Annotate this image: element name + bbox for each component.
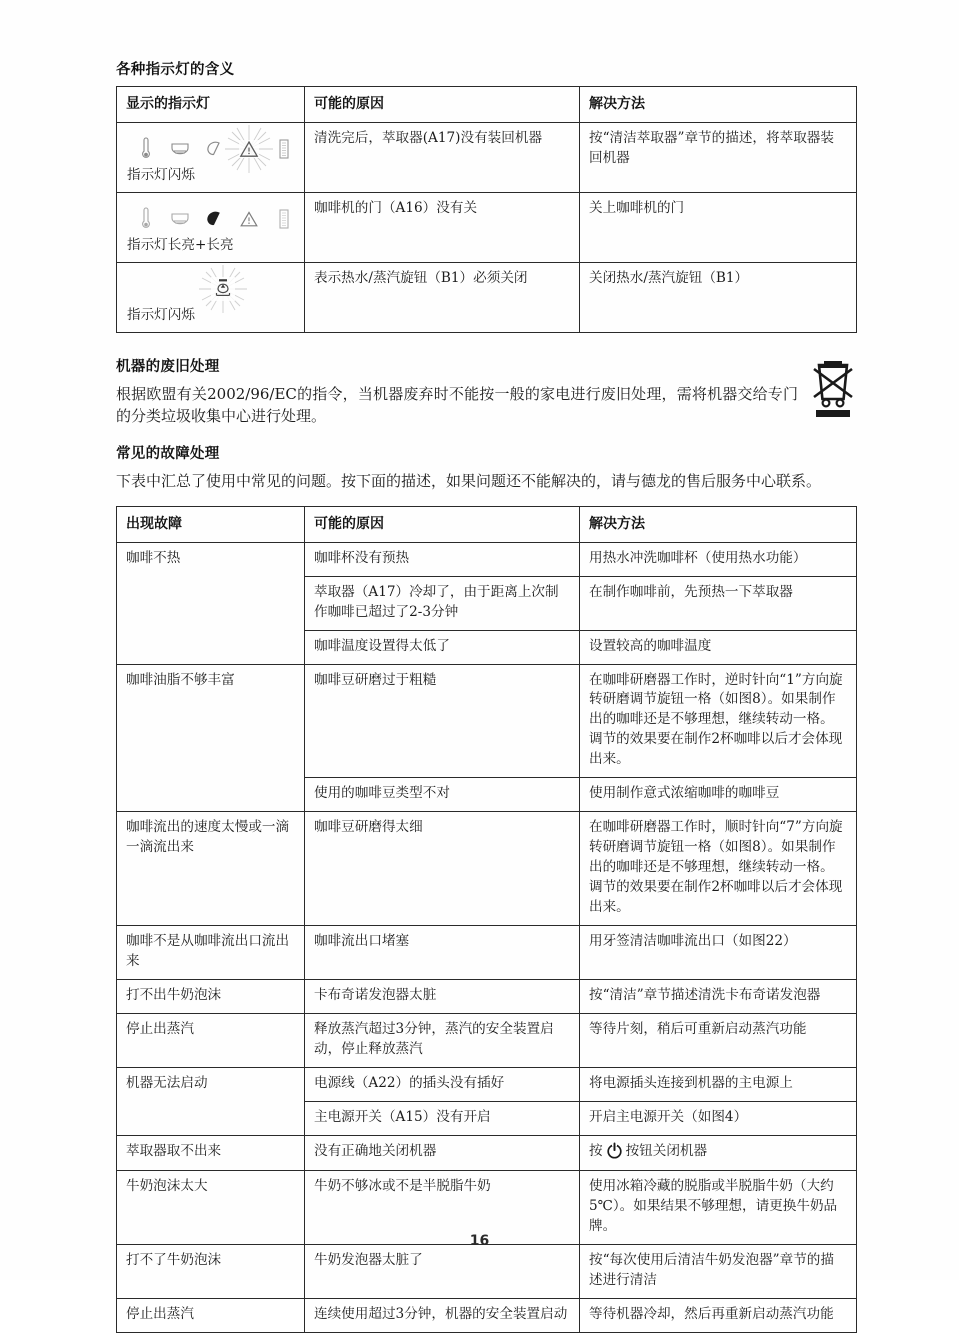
solution-cell: 关闭热水/蒸汽旋钮（B1）	[580, 262, 857, 332]
cause-cell: 连续使用超过3分钟，机器的安全装置启动	[305, 1298, 580, 1332]
disposal-body-text: 根据欧盟有关2002/96/EC的指令，当机器废弃时不能按一般的家电进行废旧处理，需将机器交给专门的分类垃圾收集中心进行处理。	[116, 384, 798, 426]
table-row	[117, 192, 857, 262]
problem-cell: 打不出牛奶泡沫	[117, 980, 305, 1014]
cause-cell: 咖啡流出口堵塞	[305, 926, 580, 980]
cause-cell: 表示热水/蒸汽旋钮（B1）必须关闭	[305, 262, 580, 332]
problem-cell: 咖啡不热	[117, 542, 305, 664]
solution-cell: 按“每次使用后清洁牛奶发泡器”章节的描述进行清洁	[580, 1244, 857, 1298]
warning-triangle-icon	[238, 206, 260, 232]
solution-cell: 用热水冲洗咖啡杯（使用热水功能）	[580, 542, 857, 576]
problem-cell: 咖啡不是从咖啡流出口流出来	[117, 926, 305, 980]
solution-cell: 等待片刻，稍后可重新启动蒸汽功能	[580, 1014, 857, 1068]
solution-cell: 在咖啡研磨器工作时，逆时针向“1”方向旋转研磨调节旋钮一格（如图8）。如果制作出的咖啡还是不够理想，继续转动一格。调节的效果要在制作2杯咖啡以后才会体现出来。	[580, 664, 857, 778]
cause-cell: 咖啡豆研磨过于粗糙	[305, 664, 580, 778]
solution-cell: 按“清洁”章节描述清洗卡布奇诺发泡器	[580, 980, 857, 1014]
cause-cell: 牛奶发泡器太脏了	[305, 1244, 580, 1298]
indicator-cell	[117, 192, 305, 262]
page-content	[116, 58, 856, 1333]
col-header-cause: 可能的原因	[305, 507, 580, 543]
cause-cell: 萃取器（A17）冷却了，由于距离上次制作咖啡已超过了2-3分钟	[305, 576, 580, 630]
problem-cell: 咖啡流出的速度太慢或一滴一滴流出来	[117, 812, 305, 926]
problem-cell: 牛奶泡沫太大	[117, 1170, 305, 1244]
col-header-solution: 解决方法	[580, 87, 857, 123]
table-row	[117, 812, 857, 926]
troubleshooting-intro-text: 下表中汇总了使用中常见的问题。按下面的描述，如果问题还不能解决的，请与德龙的售后服务中心联系。	[116, 472, 822, 491]
col-header-cause: 可能的原因	[305, 87, 580, 123]
solution-cell: 将电源插头连接到机器的主电源上	[580, 1068, 857, 1102]
lamp-meanings-table	[116, 86, 857, 333]
indicator-icon-group	[126, 129, 295, 169]
door-icon	[273, 206, 295, 232]
lamp-state-label: 指示灯闪烁	[127, 306, 195, 323]
table-row	[117, 1298, 857, 1332]
problem-cell: 机器无法启动	[117, 1068, 305, 1136]
table-row	[117, 542, 857, 576]
cause-cell: 使用的咖啡豆类型不对	[305, 778, 580, 812]
table-row	[117, 664, 857, 778]
thermometer-icon	[134, 206, 156, 232]
cause-cell: 主电源开关（A15）没有开启	[305, 1101, 580, 1135]
cause-cell: 咖啡豆研磨得太细	[305, 812, 580, 926]
problem-cell: 打不了牛奶泡沫	[117, 1244, 305, 1298]
cause-cell: 牛奶不够冰或不是半脱脂牛奶	[305, 1170, 580, 1244]
table-header-row	[117, 87, 857, 123]
cause-cell: 电源线（A22）的插头没有插好	[305, 1068, 580, 1102]
cup-tray-icon	[169, 136, 191, 162]
table-row	[117, 1244, 857, 1298]
cause-cell: 释放蒸汽超过3分钟，蒸汽的安全装置启动，停止释放蒸汽	[305, 1014, 580, 1068]
cause-cell: 咖啡机的门（A16）没有关	[305, 192, 580, 262]
table-row	[117, 262, 857, 332]
solution-cell: 使用冰箱冷藏的脱脂或半脱脂牛奶（大约5℃）。如果结果不够理想，请更换牛奶品牌。	[580, 1170, 857, 1244]
lamps-section-heading: 各种指示灯的含义	[116, 62, 235, 78]
solution-cell: 等待机器冷却，然后再重新启动蒸汽功能	[580, 1298, 857, 1332]
solution-cell	[580, 1135, 857, 1170]
hot-water-steam-knob-icon	[212, 276, 234, 302]
solution-cell: 用牙签清洁咖啡流出口（如图22）	[580, 926, 857, 980]
troubleshooting-table	[116, 506, 857, 1333]
warning-triangle-icon	[238, 136, 260, 162]
problem-cell: 萃取器取不出来	[117, 1135, 305, 1170]
crossed-out-wheelie-bin-icon	[810, 357, 856, 419]
table-header-row	[117, 507, 857, 543]
cup-tray-icon	[169, 206, 191, 232]
table-row	[117, 1014, 857, 1068]
cause-cell: 咖啡杯没有预热	[305, 542, 580, 576]
solution-cell: 使用制作意式浓缩咖啡的咖啡豆	[580, 778, 857, 812]
cause-cell: 卡布奇诺发泡器太脏	[305, 980, 580, 1014]
lamp-state-label: 指示灯长亮+长亮	[127, 236, 234, 253]
col-header-problem: 出现故障	[117, 507, 305, 543]
troubleshooting-section-heading: 常见的故障处理	[116, 446, 220, 463]
disposal-section	[116, 355, 856, 429]
indicator-icon-group	[126, 199, 295, 239]
table-row	[117, 926, 857, 980]
solution-cell: 关上咖啡机的门	[580, 192, 857, 262]
solution-suffix-text: 按钮关闭机器	[625, 1143, 708, 1160]
door-icon	[273, 136, 295, 162]
steam-drop-icon	[204, 206, 226, 232]
solution-prefix-text: 按	[589, 1143, 603, 1160]
disposal-section-heading: 机器的废旧处理	[116, 358, 220, 375]
col-header-indicator: 显示的指示灯	[117, 87, 305, 123]
cause-cell: 没有正确地关闭机器	[305, 1135, 580, 1170]
thermometer-icon	[134, 136, 156, 162]
page-number: 16	[469, 1233, 490, 1249]
col-header-solution: 解决方法	[580, 507, 857, 543]
indicator-cell	[117, 122, 305, 192]
problem-cell: 咖啡油脂不够丰富	[117, 664, 305, 812]
solution-cell: 开启主电源开关（如图4）	[580, 1101, 857, 1135]
table-row	[117, 122, 857, 192]
solution-cell: 在咖啡研磨器工作时，顺时针向“7”方向旋转研磨调节旋钮一格（如图8）。如果制作出的咖啡还是不够理想，继续转动一格。调节的效果要在制作2杯咖啡以后才会体现出来。	[580, 812, 857, 926]
lamp-state-label: 指示灯闪烁	[127, 166, 195, 183]
cause-cell: 清洗完后，萃取器(A17)没有装回机器	[305, 122, 580, 192]
solution-cell: 设置较高的咖啡温度	[580, 630, 857, 664]
cause-cell: 咖啡温度设置得太低了	[305, 630, 580, 664]
solution-cell: 在制作咖啡前，先预热一下萃取器	[580, 576, 857, 630]
problem-cell: 停止出蒸汽	[117, 1298, 305, 1332]
table-row	[117, 980, 857, 1014]
solution-cell: 按“清洁萃取器”章节的描述，将萃取器装回机器	[580, 122, 857, 192]
problem-cell: 停止出蒸汽	[117, 1014, 305, 1068]
table-row	[117, 1135, 857, 1170]
indicator-cell	[117, 262, 305, 332]
indicator-icon-group	[126, 269, 295, 309]
power-button-icon	[606, 1142, 623, 1163]
table-row	[117, 1068, 857, 1102]
